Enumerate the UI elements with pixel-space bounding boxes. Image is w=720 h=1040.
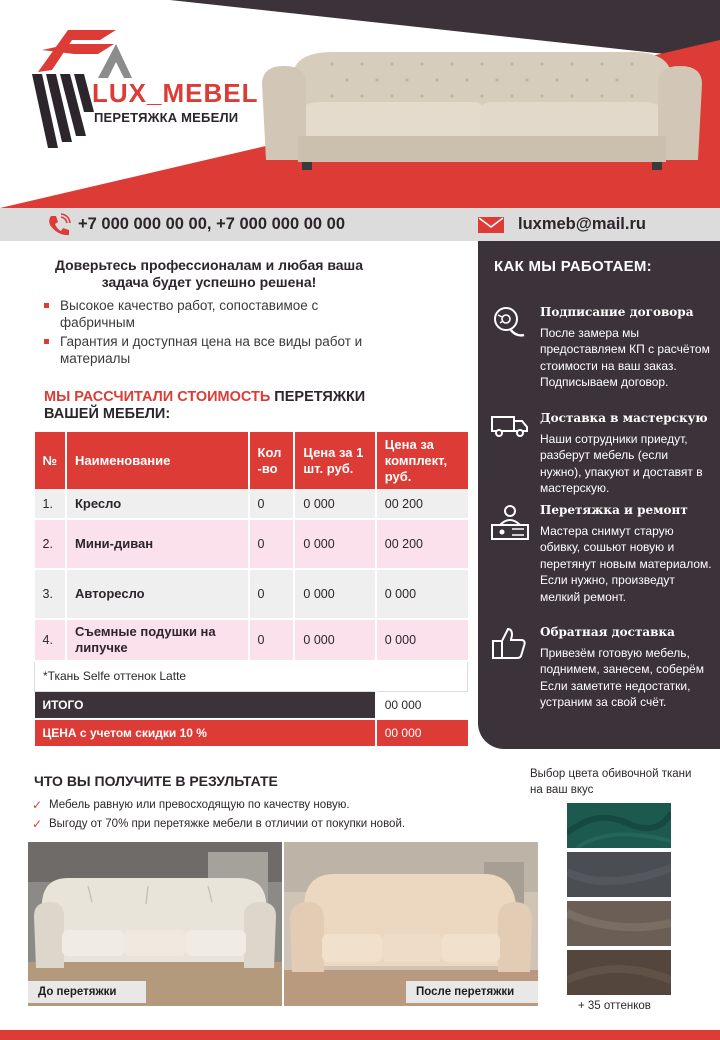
step-title: Обратная доставка: [540, 625, 675, 639]
list-item: Высокое качество работ, сопоставимое с фабричным: [44, 297, 394, 331]
table-header-row: [35, 432, 468, 489]
logo: [28, 22, 258, 152]
calc-title: [44, 389, 424, 423]
row-name: Мини-диван: [66, 519, 249, 569]
phone-numbers[interactable]: +7 000 000 00 00, +7 000 000 00 00: [78, 215, 345, 233]
price-table: [34, 432, 468, 748]
row-qty: 0: [249, 619, 295, 661]
brand-tagline: ПЕРЕТЯЖКА МЕБЕЛИ: [94, 110, 239, 125]
result-text: Выгоду от 70% при перетяжке мебели в отличии от покупки новой.: [49, 818, 406, 830]
row-name: Кресло: [66, 489, 249, 519]
header-name: Наименование: [66, 432, 249, 489]
row-name: Съемные подушки на липучке: [66, 619, 249, 661]
row-unit-price: 0 000: [294, 569, 375, 619]
fabric-note: *Ткань Selfe оттенок Latte: [35, 661, 468, 691]
calc-title-red: МЫ РАССЧИТАЛИ СТОИМОСТЬ: [44, 389, 271, 405]
row-unit-price: 0 000: [294, 489, 375, 519]
fabric-swatch-brown[interactable]: [567, 950, 671, 995]
total-value: 00 000: [376, 691, 468, 719]
step-title: Подписание договора: [540, 305, 694, 319]
fabric-swatch-gray[interactable]: [567, 852, 671, 897]
results-list: [32, 796, 405, 834]
row-set-price: 0 000: [376, 619, 468, 661]
fabric-texture: [567, 901, 671, 946]
step-text: Мастера снимут старую обивку, сошьют новую и перетянут новым материалом. Если нужно, произведут мелкий ремонт.: [540, 524, 712, 604]
email-address[interactable]: luxmeb@mail.ru: [518, 215, 646, 233]
row-unit-price: 0 000: [294, 519, 375, 569]
step-text: Привезём готовую мебель, поднимем, занесем, соберём Если заметите недостатки, устраним за свой счёт.: [540, 646, 704, 710]
row-num: 3.: [35, 569, 67, 619]
list-item: Гарантия и доступная цена на все виды работ и материалы: [44, 333, 394, 367]
intro-headline: Доверьтесь профессионалам и любая ваша задача будет успешно решена!: [54, 257, 363, 290]
checkmark-icon: ✓: [32, 798, 43, 812]
row-qty: 0: [249, 519, 295, 569]
header-banner: [0, 0, 720, 208]
list-item: [32, 815, 405, 834]
brand-name: LUX_MEBEL: [92, 78, 259, 108]
after-label: После перетяжки: [406, 981, 538, 1003]
results-title: ЧТО ВЫ ПОЛУЧИТЕ В РЕЗУЛЬТАТЕ: [34, 773, 278, 789]
after-photo: [284, 842, 538, 1006]
fabric-swatch-green[interactable]: [567, 803, 671, 848]
row-num: 2.: [35, 519, 67, 569]
sewing-machine-icon: [490, 503, 530, 543]
table-row: [35, 619, 468, 661]
before-label: До перетяжки: [28, 981, 146, 1003]
row-num: 4.: [35, 619, 67, 661]
how-title: КАК МЫ РАБОТАЕМ:: [494, 258, 652, 275]
before-photo: [28, 842, 282, 1006]
discount-row: [35, 719, 468, 747]
benefits-list: [44, 297, 394, 369]
delivery-truck-icon: [490, 411, 530, 441]
fabric-count: + 35 оттенков: [578, 1000, 651, 1012]
step-title: Доставка в мастерскую: [540, 411, 708, 425]
header-qty: Кол -во: [249, 432, 295, 489]
row-qty: 0: [249, 569, 295, 619]
table-row: [35, 519, 468, 569]
mail-icon: [478, 217, 504, 233]
how-we-work-panel: [478, 241, 720, 749]
checkmark-icon: ✓: [32, 817, 43, 831]
fabric-texture: [567, 950, 671, 995]
fabric-texture: [567, 803, 671, 848]
measuring-tape-icon: [490, 305, 526, 341]
row-qty: 0: [249, 489, 295, 519]
row-unit-price: 0 000: [294, 619, 375, 661]
discount-label: ЦЕНА с учетом скидки 10 %: [35, 719, 376, 747]
row-name: Авторесло: [66, 569, 249, 619]
total-row: [35, 691, 468, 719]
list-item: [32, 796, 405, 815]
header-unit-price: Цена за 1 шт. руб.: [294, 432, 375, 489]
contact-bar: [0, 208, 720, 241]
phone-icon: [46, 213, 72, 237]
fabric-texture: [567, 852, 671, 897]
row-num: 1.: [35, 489, 67, 519]
table-row: [35, 569, 468, 619]
calc-title-dark: ПЕРЕТЯЖКИ ВАШЕЙ МЕБЕЛИ:: [44, 389, 366, 422]
header-num: №: [35, 432, 67, 489]
fabric-swatch-taupe[interactable]: [567, 901, 671, 946]
row-set-price: 00 200: [376, 489, 468, 519]
footer-bar: [0, 1030, 720, 1040]
step-text: Наши сотрудники приедут, разберут мебель (если нужно), упакуют и доставят в мастерскую.: [540, 432, 703, 496]
header-set-price: Цена за комплект, руб.: [376, 432, 468, 489]
total-label: ИТОГО: [35, 691, 376, 719]
row-set-price: 0 000: [376, 569, 468, 619]
fabric-title: Выбор цвета обивочной ткани на ваш вкус: [530, 768, 692, 796]
table-row: [35, 489, 468, 519]
step-title: Перетяжка и ремонт: [540, 503, 688, 517]
result-text: Мебель равную или превосходящую по качеству новую.: [49, 799, 350, 811]
thumbs-up-icon: [490, 625, 530, 661]
hero-sofa-image: [262, 40, 702, 180]
row-set-price: 00 200: [376, 519, 468, 569]
discount-value: 00 000: [376, 719, 468, 747]
step-text: После замера мы предоставляем КП с расчётом стоимости на ваш заказ. Подписываем договор.: [540, 326, 710, 390]
table-note-row: [35, 661, 468, 691]
